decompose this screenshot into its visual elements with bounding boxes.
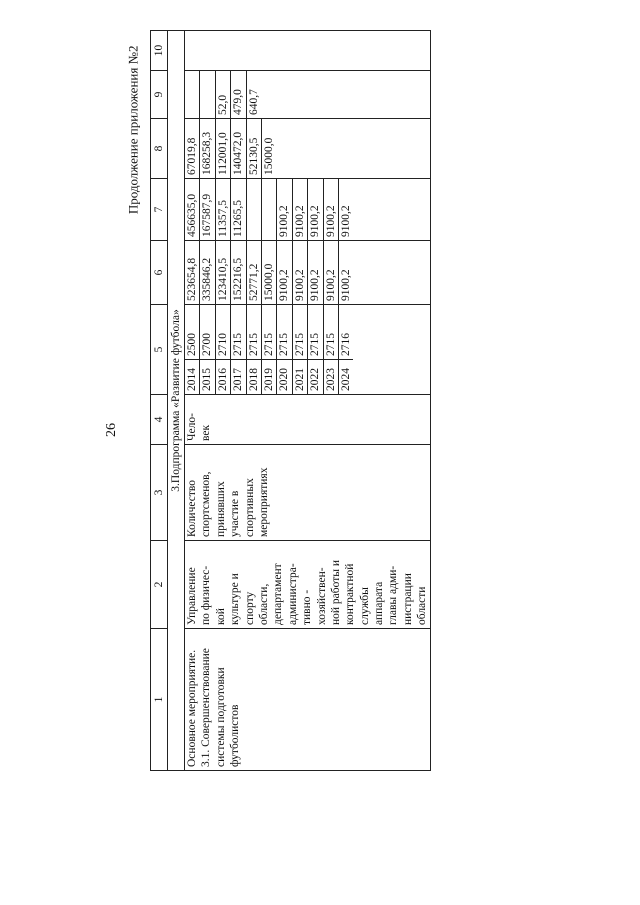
col5-entry: 2716: [339, 333, 352, 356]
col6-values: [185, 241, 353, 304]
executor-line: хозяйствен-: [315, 567, 328, 625]
measure-row: [185, 31, 431, 771]
executor-line: Управление: [186, 567, 198, 625]
unit-line: Чело-: [186, 413, 198, 441]
col8-entry: 52130,5: [247, 119, 262, 178]
col5-values: [185, 305, 353, 359]
col7-entry: 456635,0: [185, 179, 200, 240]
program-table: [150, 30, 431, 771]
measure-name-line: Основное мероприятие.: [186, 649, 198, 767]
year-value-cell: [185, 305, 431, 395]
executor-line: по физичес-: [200, 565, 213, 625]
indicator-line: Количество: [186, 480, 198, 537]
col7-entry: [247, 179, 262, 240]
indicator-line: спортивных: [243, 478, 256, 537]
indicator-cell: [185, 445, 431, 541]
year-entry: 2023: [324, 360, 339, 394]
col5-entry: 2715: [293, 305, 308, 359]
col5-entry: 2715: [262, 305, 277, 359]
col8-entry: 15000,0: [262, 137, 275, 175]
col6-entry: 52771,2: [247, 241, 262, 304]
col7-entry: 9100,2: [308, 179, 323, 240]
col8-cell: [185, 119, 431, 179]
executor-cell: [185, 541, 431, 629]
col5-entry: 2715: [231, 305, 246, 359]
col6-entry: 9100,2: [339, 269, 352, 301]
indicator-line: спортсменов,: [200, 471, 213, 537]
col8-entry: 140472,0: [231, 119, 246, 178]
header-col-8: 8: [151, 119, 168, 179]
col7-entry: 167587,9: [200, 179, 215, 240]
col9-values: [185, 71, 261, 118]
appendix-label: Продолжение приложения №2: [125, 45, 140, 214]
col6-entry: 152216,5: [231, 241, 246, 304]
executor-line: области,: [257, 583, 270, 625]
col6-entry: 9100,2: [324, 241, 339, 304]
col5-entry: 2710: [216, 305, 231, 359]
measure-name-line: системы подготовки: [214, 667, 227, 767]
header-col-9: 9: [151, 71, 168, 119]
year-entry: 2014: [185, 360, 200, 394]
header-col-1: 1: [151, 629, 168, 771]
executor-line: департамент: [272, 563, 285, 625]
col7-values: [185, 179, 353, 240]
unit-cell: [185, 395, 431, 445]
year-entry: 2024: [339, 368, 352, 391]
measure-name-line: 3.1. Совершенствование: [200, 648, 213, 767]
header-col-6: 6: [151, 241, 168, 305]
header-col-7: 7: [151, 179, 168, 241]
col7-entry: 9100,2: [293, 179, 308, 240]
header-col-10: 10: [151, 31, 168, 71]
executor-line: главы адми-: [387, 565, 400, 625]
indicator-line: мероприятиях: [257, 467, 270, 537]
col6-entry: 9100,2: [308, 241, 323, 304]
header-col-3: 3: [151, 445, 168, 541]
subprogram-row: [168, 31, 185, 771]
executor-line: контрактной: [344, 563, 357, 625]
page-number: 26: [104, 423, 119, 437]
col10-cell: [185, 31, 431, 71]
col5-entry: 2715: [308, 305, 323, 359]
header-col-2: 2: [151, 541, 168, 629]
col6-entry: 523654,8: [185, 241, 200, 304]
indicator-line: участие в: [229, 490, 242, 537]
col7-entry: 9100,2: [324, 179, 339, 240]
col6-entry: 9100,2: [277, 241, 292, 304]
header-col-4: 4: [151, 395, 168, 445]
col8-values: [185, 119, 276, 178]
year-entry: 2021: [293, 360, 308, 394]
executor-line: аппарата: [373, 581, 386, 625]
year-entry: 2016: [216, 360, 231, 394]
col7-entry: 9100,2: [339, 205, 352, 237]
executor-line: культуре и: [229, 573, 242, 625]
measure-name-line: футболистов: [229, 704, 242, 767]
executor-line: ной работы и: [329, 559, 342, 625]
col7-entry: 11265,5: [231, 179, 246, 240]
col6-entry: 9100,2: [293, 241, 308, 304]
col5-entry: 2715: [247, 305, 262, 359]
year-entry: 2018: [247, 360, 262, 394]
col8-entry: 67019,8: [185, 119, 200, 178]
indicator-line: принявших: [214, 481, 227, 537]
col5-entry: 2500: [185, 305, 200, 359]
col7-entry: 9100,2: [277, 179, 292, 240]
subprogram-title: 3.Подпрограмма «Развитие футбола»: [168, 31, 185, 771]
col6-entry: 335846,2: [200, 241, 215, 304]
col7-entry: 11357,5: [216, 179, 231, 240]
executor-line: области: [416, 586, 429, 625]
unit-line: век: [200, 424, 213, 441]
col9-entry: 640,7: [247, 89, 260, 115]
col5-entry: 2715: [324, 305, 339, 359]
col9-entry: [200, 71, 215, 118]
col8-entry: 112001,0: [216, 119, 231, 178]
executor-line: кой: [214, 608, 227, 625]
year-entry: 2015: [200, 360, 215, 394]
program-table-container: [150, 31, 490, 771]
executor-line: спорту: [243, 591, 256, 625]
header-number-row: [151, 31, 168, 771]
year-value-split: [185, 305, 353, 394]
executor-line: службы: [358, 587, 371, 625]
year-entry: 2017: [231, 360, 246, 394]
col6-cell: [185, 241, 431, 305]
header-col-5: 5: [151, 305, 168, 395]
col7-entry: [262, 179, 277, 240]
col6-entry: 123410,5: [216, 241, 231, 304]
col8-entry: 168258,3: [200, 119, 215, 178]
executor-line: администра-: [286, 563, 299, 625]
col7-cell: [185, 179, 431, 241]
year-entry: 2020: [277, 360, 292, 394]
col6-entry: 15000,0: [262, 241, 277, 304]
col5-entry: 2700: [200, 305, 215, 359]
executor-line: тивно -: [301, 589, 314, 625]
appendix-label-container: [121, 45, 145, 220]
year-entry: 2019: [262, 360, 277, 394]
years-column: [185, 359, 353, 394]
year-entry: 2022: [308, 360, 323, 394]
col9-entry: 479,0: [231, 71, 246, 118]
col5-entry: 2715: [277, 305, 292, 359]
col9-entry: [185, 71, 200, 118]
measure-name-cell: [185, 629, 431, 771]
col9-entry: 52,0: [216, 71, 231, 118]
col9-cell: [185, 71, 431, 119]
executor-line: нистрации: [401, 573, 414, 625]
